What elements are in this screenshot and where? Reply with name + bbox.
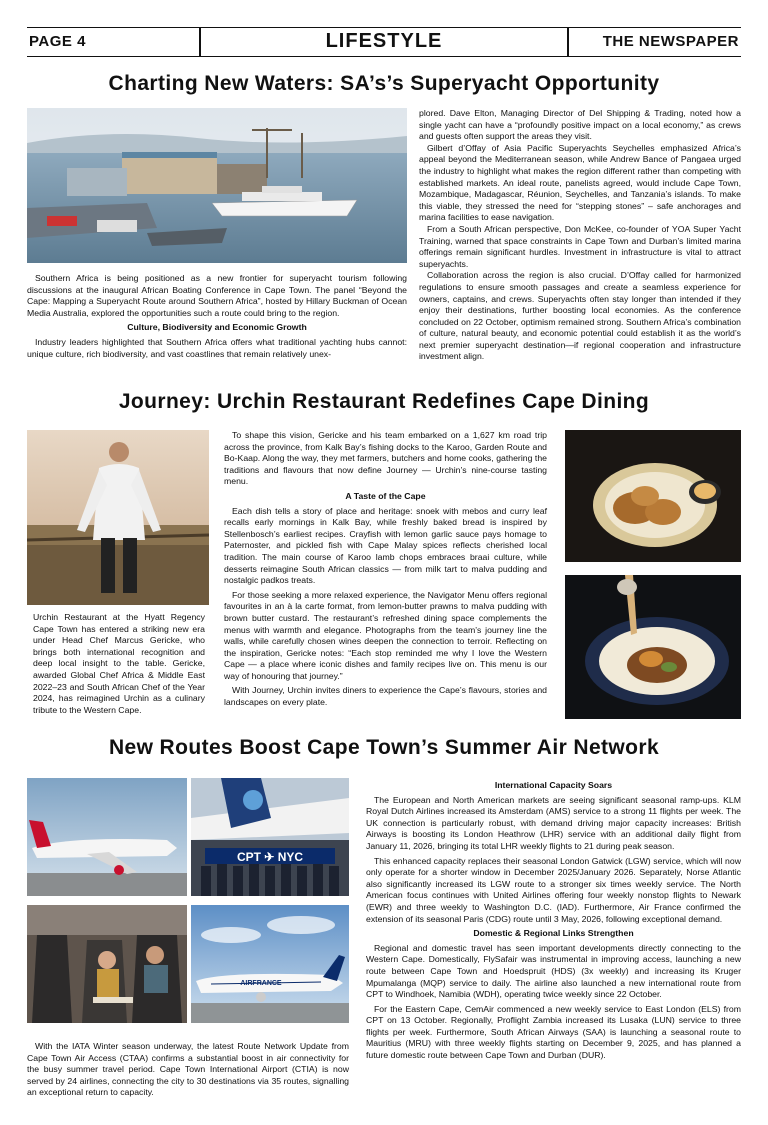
page-number: PAGE 4	[29, 33, 86, 50]
article3-left-column	[27, 1041, 349, 1099]
article2-headline: Journey: Urchin Restaurant Redefines Cape Dining	[118, 390, 650, 413]
paragraph: Southern Africa is being positioned as a new frontier for superyacht tourism following discussions at the inaugural African Boating Conference in Cape Town. The panel “Beyond the Cape: Mapping a Superyacht Route around Southern Africa”, hosted by Hillary Buckman of Ocean Media Australia, explored the opportunities such a route could bring to the region.	[27, 273, 407, 318]
united-crew-photo	[191, 778, 349, 896]
subheading: A Taste of the Cape	[345, 490, 426, 501]
article1-left-column	[27, 273, 407, 360]
paragraph: For those seeking a more relaxed experience, the Navigator Menu offers regional favourites in an à la carte format, from lemon-butter prawns to malva pudding with brown butter custard. The restaurant’s refreshed dining space complements the menus with warmth and elegance. Photographs from the team’s journey line the walls, while carefully chosen wines deepen the connection to terroir. Reflecting on the inspiration, Gericke notes: “Each stop reminded me why I love the Western Cape — a place where iconic dishes and family recipes live on. This menu is our way of honouring that journey.”	[224, 589, 547, 681]
subheading: Domestic & Regional Links Strengthen	[473, 928, 634, 939]
article3-right-column	[366, 777, 741, 1062]
chef-photo	[27, 430, 209, 605]
article1-headline: Charting New Waters: SA’s’s Superyacht Opportunity	[108, 72, 660, 95]
masthead	[27, 27, 741, 57]
paragraph: plored. Dave Elton, Managing Director of Del Shipping & Trading, noted how a single yacht can have a “profoundly positive impact on a local economy,” as crews and guests often support the areas they visit.	[419, 108, 741, 142]
virgin-aircraft-photo	[27, 778, 187, 896]
paragraph: Gilbert d’Offay of Asia Pacific Superyachts Seychelles emphasized Africa’s appeal beyond the Mediterranean season, while Andrew Bance of Pangaea urged the industry to highlight what makes the region different rather than competing with established markets. An ideal route, panelists agreed, would include Cape Town, Mozambique, Madagascar, Réunion, Seychelles, and Tanzania’s islands. To make this viable, they stressed the need for “stepping stones” – safe anchorages and marina facilities to ease navigation.	[419, 142, 741, 223]
article1-right-column	[419, 108, 741, 363]
dish-photo-plate	[565, 575, 741, 719]
section-title: LIFESTYLE	[325, 30, 443, 52]
cabin-passengers-photo	[27, 905, 187, 1023]
paragraph: For the Eastern Cape, CemAir commenced a new weekly service to East London (ELS) from CPT on 13 October. Regionally, Proflight Zambia increased its Lusaka (LUN) service to three flights per week. Furthermore, South African Airways (SAA) is launching a seasonal route to Mauritius (MRU) with three weekly flights starting on December 9, 2025, and has planned a future domestic route between Cape Town and Durban (DUR).	[366, 1003, 741, 1061]
newspaper-name: THE NEWSPAPER	[602, 33, 739, 50]
subheading: Culture, Biodiversity and Economic Growth	[127, 322, 307, 333]
paragraph: Collaboration across the region is also crucial. D’Offay called for harmonized regulations to ensure smooth passages and create a seamless experience for owners, captains, and crews. Superyachts often stay longer than intended if they enjoy their destinations, further boosting local economies. As the conference concluded on 22 October, optimism remained strong. Southern Africa’s combination of culture, natural beauty, and economic potential could establish it as the world’s next premier superyacht destination—if regional cooperation and infrastructure investment align.	[419, 270, 741, 362]
paragraph: With the IATA Winter season underway, the latest Route Network Update from Cape Town Air Access (CTAA) confirms a substantial boost in air connectivity for the busy summer travel period. Cape Town International Airport (CTIA) is now served by 24 airlines, connecting the city to 30 destinations via 35 routes, signalling an exceptional return to capacity.	[27, 1041, 349, 1098]
masthead-divider	[567, 28, 569, 56]
paragraph: Urchin Restaurant at the Hyatt Regency Cape Town has entered a striking new era under Head Chef Marcus Gericke, who brings both international recognition and deep local insight to the table. Gericke, awarded Global Chef Africa & Middle East 2022–23 and South African Chef of the Year 2024, has reimagined Urchin as a culinary tribute to the Western Cape.	[33, 612, 205, 715]
paragraph: Industry leaders highlighted that Southern Africa offers what traditional yachting hubs cannot: unique culture, rich biodiversity, and vast coastlines that remain relatively unex-	[27, 336, 407, 359]
article2-middle-column	[224, 430, 547, 709]
paragraph: To shape this vision, Gericke and his team embarked on a 1,627 km road trip across the province, from Kalk Bay’s fishing docks to the Karoo, Garden Route and Bo-Kaap. Along the way, they met farmers, butchers and home cooks, gathering the traditions and flavours that now define Journey — Urchin’s nine-course tasting menu.	[224, 430, 547, 487]
paragraph: With Journey, Urchin invites diners to experience the Cape’s flavours, stories and landscapes on every plate.	[224, 685, 547, 708]
air-france-aircraft-photo	[191, 905, 349, 1023]
paragraph: Each dish tells a story of place and heritage: snoek with mebos and curry leaf recalls early mornings in Kalk Bay, while freshly baked bread is inspired by Stellenbosch’s earliest recipes. Crayfish with lemon garlic sauce pays homage to Paternoster, and pickled fish with Cape Malay spices reflects cherished local tradition. The main course of Karoo lamb chops embraces braai culture, while desserts reimagine South African classics — from milk tart to malva pudding and nostalgic padkos treats.	[224, 505, 547, 586]
paragraph: Regional and domestic travel has seen important developments directly connecting to the Western Cape. Domestically, FlySafair was instrumental in improving access, launching a new route between Cape Town and Hoedspruit (HDS) (3x weekly) and increasing its Kruger Mpumalanga (MQP) service to daily. The airline also launched a new international route from CPT to Windhoek, Namibia (WDH), operating twice weekly since 22 October.	[366, 942, 741, 1000]
dish-photo-bowl	[565, 430, 741, 562]
subheading: International Capacity Soars	[494, 780, 613, 790]
superyacht-harbour-photo	[27, 108, 407, 263]
banner-text: CPT ✈ NYC	[236, 850, 304, 864]
paragraph: The European and North American markets are seeing significant seasonal ramp-ups. KLM Royal Dutch Airlines increased its Amsterdam (AMS) service to a strong 11 flights per week. The UK connection is particularly robust, with demand driving major capacity increases: British Airways is boosting its London Heathrow (LHR) service with an additional daily flight from January 11, 2026, bringing its total LHR weekly flights to 21 during peak season.	[366, 794, 741, 851]
airline-livery-text: AIRFRANCE	[240, 980, 282, 987]
article3-headline: New Routes Boost Cape Town’s Summer Air Network	[108, 736, 660, 759]
article2-left-column	[33, 612, 205, 716]
paragraph: From a South African perspective, Don McKee, co-founder of YOA Super Yacht Training, warned that space constraints in Cape Town and Durban’s limited marina offerings remain significant hurdles. Investment in infrastructure is vital to attract superyachts.	[419, 223, 741, 269]
paragraph: This enhanced capacity replaces their seasonal London Gatwick (LGW) service, which will now only operate for a shorter window in December 2025/January 2026. Separately, Norse Atlantic also significantly increased its LGW route to a stronger six times weekly service. The North American focus continues with United Airlines offering four weekly nonstop flights to Newark (EWR) and three weekly to Washington D.C. (IAD). Furthermore, Air France confirmed the extension of its seasonal Paris (CDG) route until 3 May, 2026, following exceptional demand.	[366, 855, 741, 924]
